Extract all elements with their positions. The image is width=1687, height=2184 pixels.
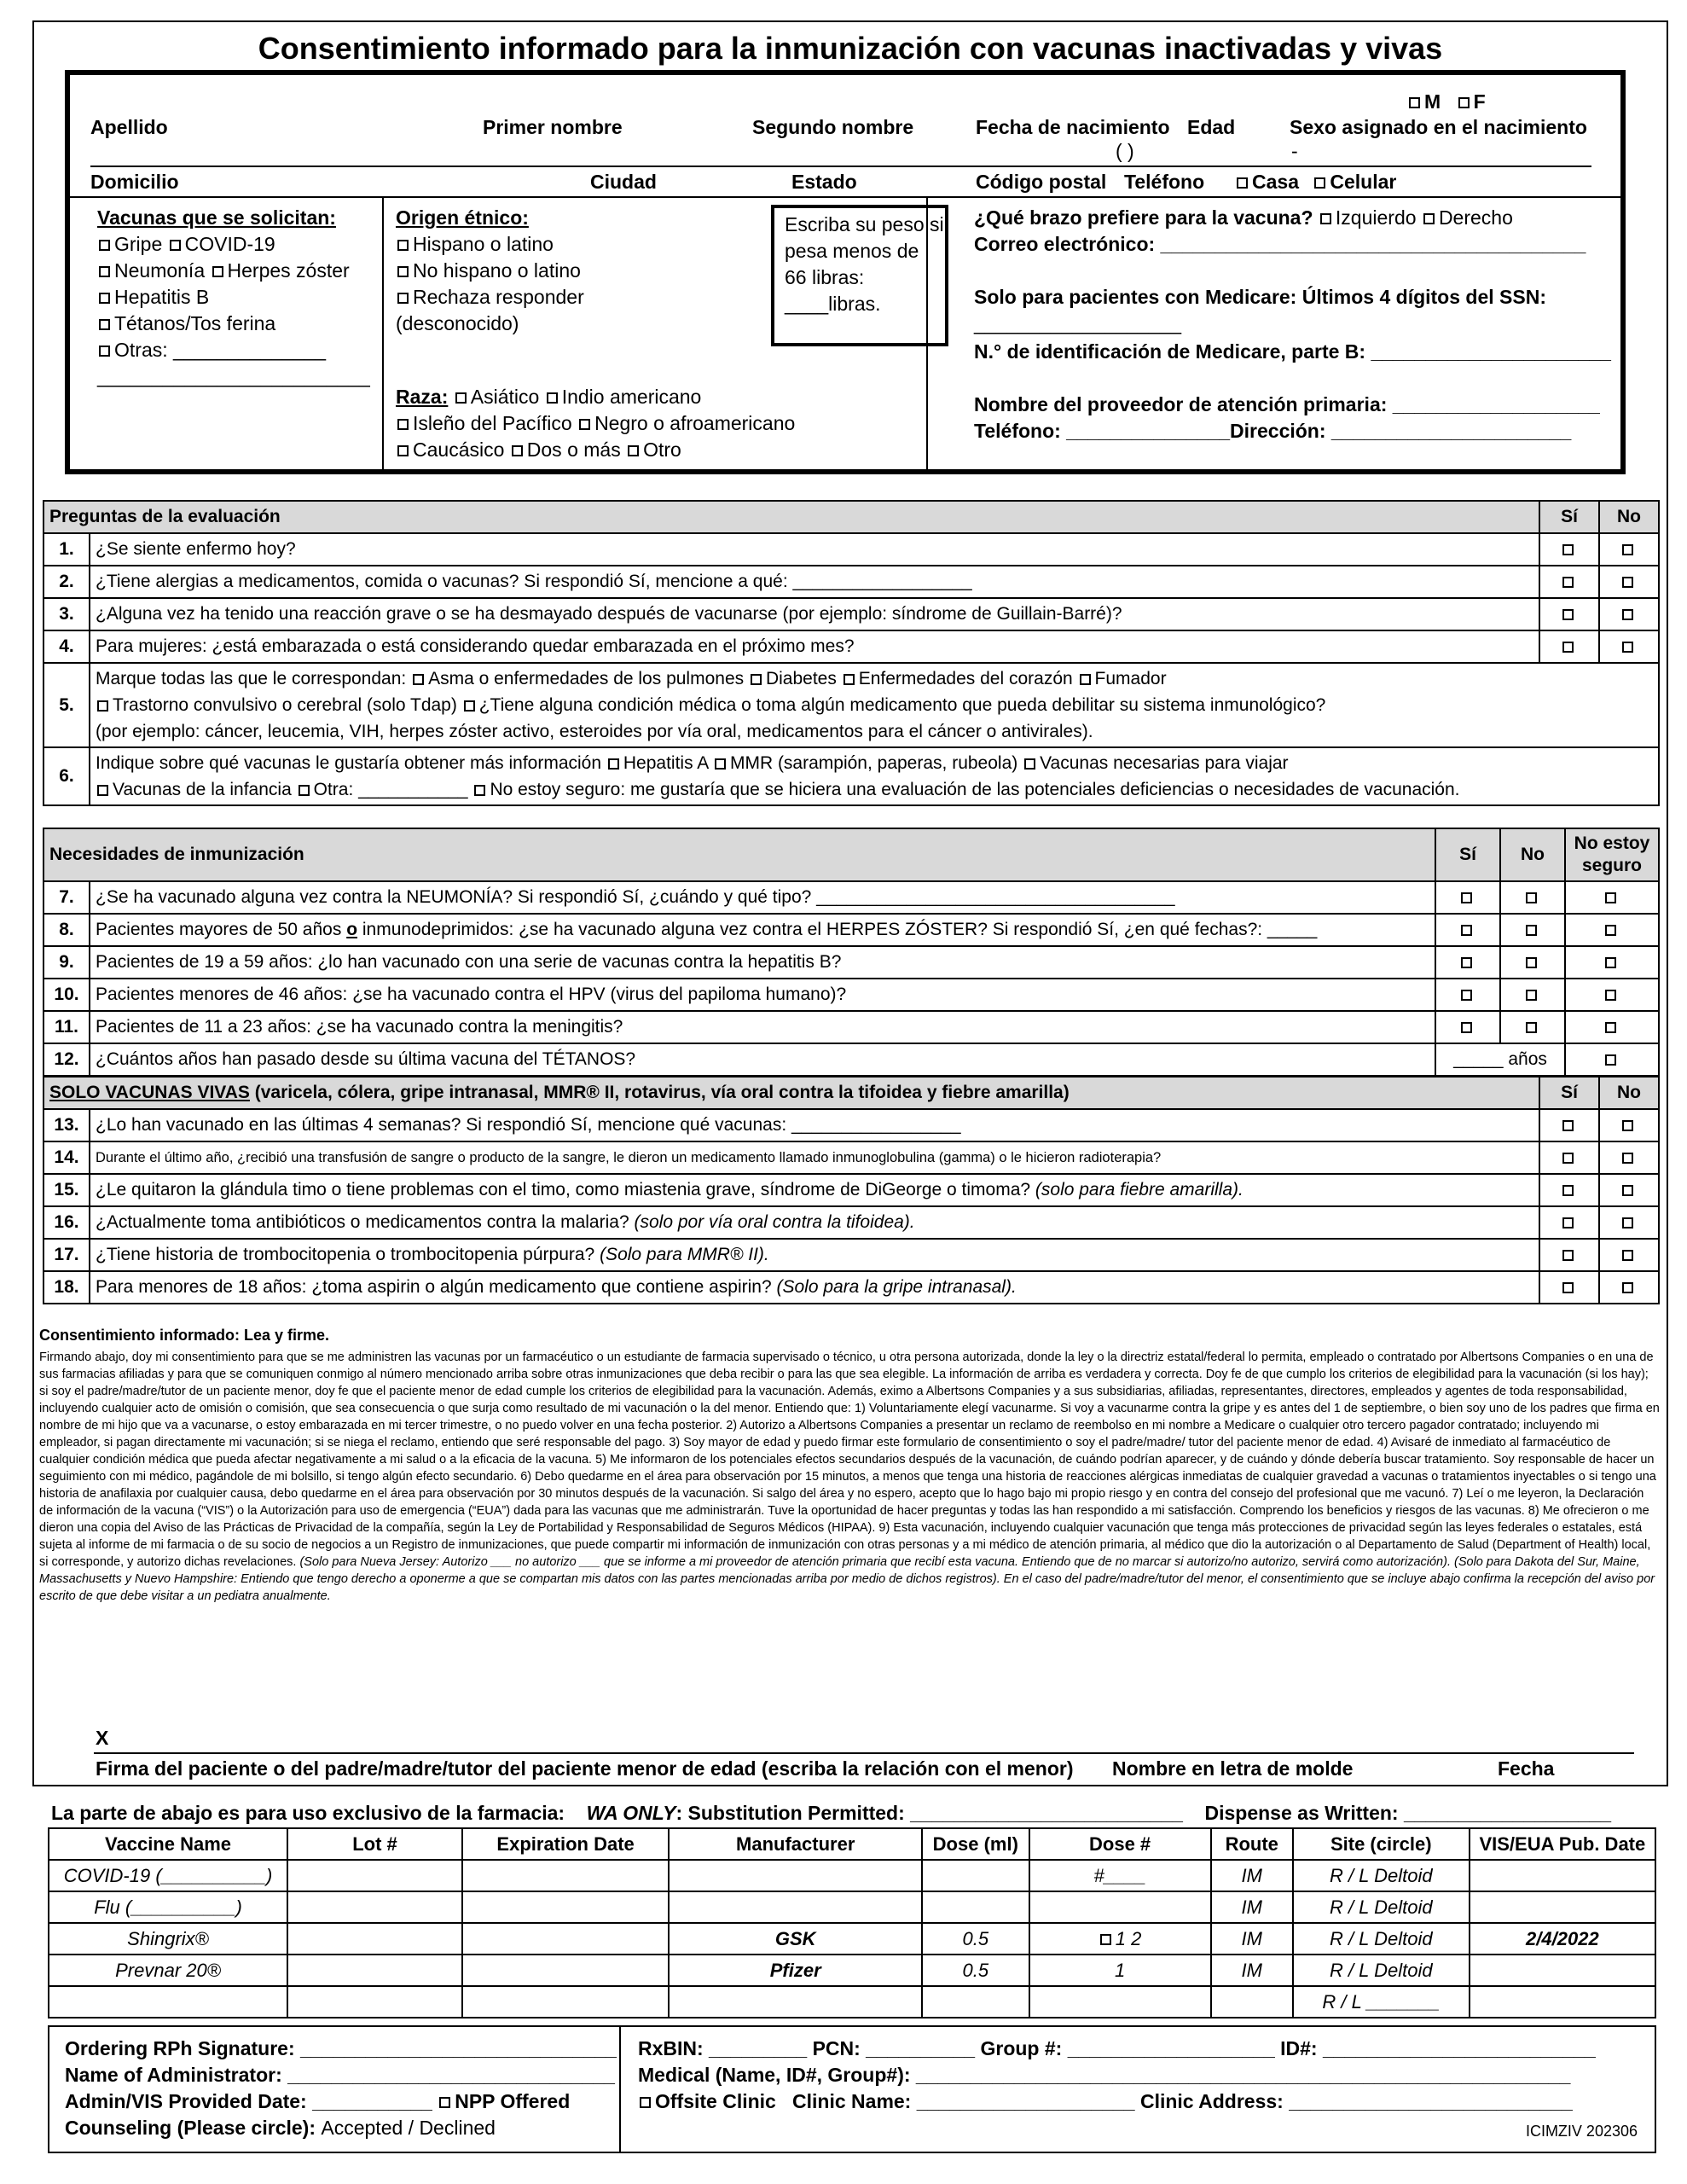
pharmacy-cell[interactable]: Flu (__________)	[49, 1891, 287, 1923]
pharmacy-cell[interactable]: Pfizer	[669, 1955, 922, 1986]
q18-no[interactable]	[1622, 1282, 1633, 1293]
npp-checkbox[interactable]	[439, 2097, 450, 2108]
asma-checkbox[interactable]	[413, 674, 424, 685]
neumonia-checkbox[interactable]	[99, 266, 110, 277]
convulsivo-checkbox[interactable]	[97, 700, 108, 712]
signature-label: Firma del paciente o del padre/madre/tutor del paciente menor de edad (escriba la relación con el menor)	[96, 1757, 1074, 1780]
label-fecha-nacimiento: Fecha de nacimiento	[976, 116, 1170, 138]
herpes-checkbox[interactable]	[212, 266, 223, 277]
gripe-checkbox[interactable]	[99, 240, 110, 251]
medical-field[interactable]: Medical (Name, ID#, Group#): ____________________________________________________________	[638, 2064, 1571, 2086]
q13-no[interactable]	[1622, 1120, 1633, 1131]
izquierdo-checkbox[interactable]	[1320, 213, 1331, 224]
q7-no[interactable]	[1526, 892, 1537, 903]
table-row: 1. ¿Se siente enfermo hoy?	[43, 533, 1659, 566]
pharmacy-footer: Ordering RPh Signature: _____________________________ Name of Administrator: ______________________________ Admin/VIS Provided Date: ___________ NPP Offered Counseling (Please circle): Accepted / Declined RxBIN: _________ PCN: __________ Group #: ___________________ ID#: _________________________ Medical (Name, ID#, Group#): ____________________________________________________________ Offsite Clinic Clinic Name: ____________________ Clinic Address: __________________________ ICIMZIV 202306	[48, 2025, 1656, 2153]
rph-signature-field[interactable]: Ordering RPh Signature: _____________________________	[65, 2037, 617, 2059]
viajar-checkbox[interactable]	[1024, 758, 1035, 770]
table-row: 7. ¿Se ha vacunado alguna vez contra la NEUMONÍA? Si respondió Sí, ¿cuándo y qué tipo? ____________________________________	[43, 881, 1659, 914]
q9-si[interactable]	[1461, 957, 1472, 968]
label-segundo-nombre: Segundo nombre	[752, 116, 914, 138]
column-header: Route	[1211, 1828, 1293, 1860]
infancia-checkbox[interactable]	[97, 785, 108, 796]
isleno-checkbox[interactable]	[397, 419, 409, 430]
provider-field[interactable]: Nombre del proveedor de atención primaria: ___________________	[974, 393, 1600, 415]
q15-si[interactable]	[1562, 1185, 1574, 1196]
pharmacy-cell[interactable]	[287, 1891, 462, 1923]
table-row: 18. Para menores de 18 años: ¿toma aspirin o algún medicamento que contiene aspirin? (Solo para la gripe intranasal).	[43, 1271, 1659, 1304]
q4-si[interactable]	[1562, 642, 1574, 653]
evaluation-table: Preguntas de la evaluación Sí No 1. ¿Se siente enfermo hoy? 2. ¿Tiene alergias a medicamentos, comida o vacunas? Si respondió Sí, mencione a qué: __________________ 3. ¿Alguna vez ha tenido una reacción grave o se ha desmayado después de vacunarse (por ejemplo: síndrome de Guillain-Barré)? 4. Para mujeres: ¿está embarazada o está considerando quedar embarazada en el próximo mes? 5. Marque todas las que le correspondan: Asma o enfermedades de los pulmones Diabetes Enfermedades del corazón Fumador Trastorno convulsivo o cerebral (solo Tdap) ¿Tiene alguna condición médica o toma algún medicamento que pueda debilitar su sistema inmunológico? (por ejemplo: cáncer, leucemia, VIH, herpes zóster activo, esteroides por vía oral, medicamentos para el cáncer o antivirales). 6. Indique sobre qué vacunas le gustaría obtener más información Hepatitis A MMR (sarampión, paperas, rubeola) Vacunas necesarias para viajar Vacunas de la infancia Otra: ___________ No estoy seguro: me gustaría que se hiciera una evaluación de las potenciales deficiencias o necesidades de vacunación.	[43, 500, 1660, 806]
pharmacy-cell[interactable]	[1470, 1891, 1655, 1923]
sex-m-checkbox[interactable]	[1409, 97, 1420, 108]
table-row: 12. ¿Cuántos años han pasado desde su última vacuna del TÉTANOS? _____ años	[43, 1043, 1659, 1076]
signature-x: X	[96, 1727, 109, 1749]
q13-si[interactable]	[1562, 1120, 1574, 1131]
pharmacy-cell[interactable]	[287, 1955, 462, 1986]
pharmacy-cell[interactable]: 0.5	[922, 1923, 1029, 1955]
q17-no[interactable]	[1622, 1250, 1633, 1261]
pharmacy-cell[interactable]: GSK	[669, 1923, 922, 1955]
sex-f-checkbox[interactable]	[1458, 97, 1470, 108]
noseguro-checkbox[interactable]	[474, 785, 485, 796]
pharmacy-cell[interactable]: IM	[1211, 1923, 1293, 1955]
pharmacy-cell[interactable]: R / L Deltoid	[1293, 1955, 1470, 1986]
label-telefono: Teléfono	[1124, 171, 1205, 193]
form-page	[32, 20, 1668, 1786]
hepb-checkbox[interactable]	[99, 293, 110, 304]
tetanos-checkbox[interactable]	[99, 319, 110, 330]
table-row	[49, 1955, 1655, 1986]
q8-no[interactable]	[1526, 925, 1537, 936]
insurance-field[interactable]: RxBIN: _________ PCN: __________ Group #: ___________________ ID#: _________________________	[638, 2037, 1596, 2059]
column-header: Lot #	[287, 1828, 462, 1860]
q10-noseguro[interactable]	[1605, 990, 1616, 1001]
sex-dash: -	[1291, 140, 1298, 162]
pharmacy-cell[interactable]	[462, 1923, 669, 1955]
hispano-checkbox[interactable]	[397, 240, 409, 251]
pharmacy-cell[interactable]	[287, 1860, 462, 1891]
peso-field[interactable]: ____libras.	[785, 293, 881, 315]
column-header: Site (circle)	[1293, 1828, 1470, 1860]
pharmacy-cell[interactable]	[1470, 1860, 1655, 1891]
q17-si[interactable]	[1562, 1250, 1574, 1261]
contact-section: ¿Qué brazo prefiere para la vacuna? Izquierdo Derecho Correo electrónico: _______________________________________ Solo para pacientes con Medicare: Últimos 4 dígitos del SSN: ___________________ N.° de identificación de Medicare, parte B: ______________________ Nombre del proveedor de atención primaria: ___________________ Teléfono: _______________Dirección: ______________________	[974, 205, 1611, 444]
q3-no[interactable]	[1622, 609, 1633, 620]
pharmacy-cell[interactable]	[1029, 1891, 1211, 1923]
pharmacy-cell[interactable]: IM	[1211, 1955, 1293, 1986]
pharmacy-cell[interactable]: R / L Deltoid	[1293, 1923, 1470, 1955]
pharmacy-cell[interactable]: R / L Deltoid	[1293, 1860, 1470, 1891]
consent-text: Firmando abajo, doy mi consentimiento para que se me administren las vacunas por un farmacéutico o un estudiante de farmacia supervisado o técnico, u otra persona autorizada, donde la ley o la directriz estatal/federal lo permita, empleado o contratado por Albertsons Companies o en una de sus farmacias afiliadas y para que se comuniquen conmigo al número mencionado arriba sobre otras inmunizaciones que deba recibir o para las que sea elegible. La información de arriba es verdadera y correcta. Doy fe de que cumplo los criterios de elegibilidad para la vacunación (si los hay); si soy el padre/madre/tutor de un paciente menor, doy fe que el paciente menor de edad cumple los criterios de elegibilidad para la vacunación. Además, eximo a Albertsons Companies y a sus subsidiarias, afiliadas, representantes, directores, empleados y agentes de toda responsabilidad, incluyendo cualquier acto de omisión o comisión, que sea consecuencia o que surja como resultado de mi vacunación o la del menor. Entiendo que: 1) Voluntariamente elegí vacunarme. Si voy a vacunarme contra la gripe y es antes del 1 de septiembre, o bien soy uno de los padres que firma en nombre de mi hijo que va a vacunarse, o estoy embarazada en mi tercer trimestre, o no puedo volver en una fecha posterior. 2) Autorizo a Albertsons Companies a presentar un reclamo de reembolso en mi nombre a Medicare o cualquier otro tercero pagador contratado; incluyendo mi empleador, si pagan directamente mi vacunación; si se niega el reclamo, entiendo que seré responsable del pago. 3) Soy mayor de edad y puedo firmar este formulario de consentimiento o soy el padre/madre/ tutor del paciente menor de edad. 4) Avisaré de inmediato al farmacéutico de cualquier condición médica que pueda afectar negativamente a mi salud o a la eficacia de la vacuna. 5) Me informaron de los potenciales efectos secundarios después de la vacunación, de cuándo podrían aparecer, y de cuándo y dónde debería buscar tratamiento. Soy responsable de hacer un seguimiento con mi médico, pagándole de mi bolsillo, si tengo algún efecto secundario. 6) Debo quedarme en el área para observación por 15 minutos, a menos que tenga una historia de reacciones alérgicas inmediatas de cualquier gravedad a vacunas o tratamientos inyectables o si tengo una historia de anafilaxia por cualquier causa, debo quedarme en el área para observación por 30 minutos después de la vacunación. Si salgo del área y no espero, acepto que lo hago bajo mi propio riesgo y en contra del consejo del profesional que me vacunó. 7) Leí o me leyeron, la Declaración de información de la vacuna (“VIS”) o la Autorización para uso de emergencia (“EUA”) dada para las vacunas que me administrarán. Tuve la oportunidad de hacer preguntas y todas las han respondido a mi satisfacción. Comprendo los beneficios y riesgos de las vacunas. 8) Me ofrecieron o me dieron una copia del Aviso de las Prácticas de Privacidad de la compañía, según la Ley de Portabilidad y Responsabilidad de Seguros Médicos (HIPAA). 9) Esta vacunación, incluyendo cualquier vacunación que tenga más protecciones de privacidad según las leyes federales o estatales, está sujeta al informe de mi farmacia o de su socio de negocios a un Registro de inmunizaciones, que puede compartir mi información de inmunización con otras personas y a mi médico de atención primaria, al médico que dio la autorización o al Departamento de Salud (Department of Health) local, si corresponde, y autorizo dichas revelaciones. (Solo para Nueva Jersey: Autorizo ___ no autorizo ___ que se informe a mi proveedor de atención primaria que recibí esta vacuna. Entiendo que de no marcar si autorizo/no autorizo, servirá como autorización). (Solo para Dakota del Sur, Maine, Massachusetts y Nuevo Hampshire: Entiendo que tengo derecho a oponerme a que se compartan mis datos con las partes mencionadas arriba por medio de dichos registros). En el caso del padre/madre/tutor del menor, el consentimiento que se incluye abajo confirma la recepción del aviso por escrito de que debe visitar a un pediatra anualmente.	[39, 1350, 1660, 1603]
pharmacy-table-header	[49, 1828, 1655, 1860]
asiatico-checkbox[interactable]	[455, 392, 467, 404]
pharmacy-cell[interactable]: IM	[1211, 1891, 1293, 1923]
dos-checkbox[interactable]	[512, 445, 523, 456]
table-row: 2. ¿Tiene alergias a medicamentos, comida o vacunas? Si respondió Sí, mencione a qué: __________________	[43, 566, 1659, 598]
otro-checkbox[interactable]	[628, 445, 639, 456]
q11-no[interactable]	[1526, 1022, 1537, 1033]
pharmacy-cell[interactable]	[922, 1986, 1029, 2018]
casa-checkbox[interactable]	[1237, 177, 1248, 189]
table-row: 13. ¿Lo han vacunado en las últimas 4 semanas? Si respondió Sí, mencione qué vacunas: _________________	[43, 1109, 1659, 1141]
provider-contact-field[interactable]: Teléfono: _______________Dirección: ______________________	[974, 420, 1572, 442]
pharmacy-cell[interactable]: 1	[1029, 1955, 1211, 1986]
form-title: Consentimiento informado para la inmunización con vacunas inactivadas y vivas	[258, 31, 1443, 66]
negro-checkbox[interactable]	[579, 419, 590, 430]
q11-si[interactable]	[1461, 1022, 1472, 1033]
table-row: 9. Pacientes de 19 a 59 años: ¿lo han vacunado con una serie de vacunas contra la hepatitis B?	[43, 946, 1659, 979]
pharmacy-table	[48, 1827, 1656, 2018]
pharmacy-cell[interactable]	[1470, 1955, 1655, 1986]
q16-si[interactable]	[1562, 1217, 1574, 1228]
consent-title: Consentimiento informado: Lea y firme.	[39, 1327, 330, 1344]
email-field[interactable]: Correo electrónico: _______________________________________	[974, 233, 1586, 255]
counseling-options[interactable]: Accepted / Declined	[321, 2117, 496, 2139]
pharmacy-cell[interactable]	[1211, 1986, 1293, 2018]
ssn-field[interactable]: ___________________	[974, 312, 1182, 334]
column-header: VIS/EUA Pub. Date	[1470, 1828, 1655, 1860]
table-row: 8. Pacientes mayores de 50 años o inmunodeprimidos: ¿se ha vacunado alguna vez contra el HERPES ZÓSTER? Si respondió Sí, ¿en qué fechas?: _____	[43, 914, 1659, 946]
immunization-needs-table: Necesidades de inmunización Sí No No estoy seguro 7. ¿Se ha vacunado alguna vez contra la NEUMONÍA? Si respondió Sí, ¿cuándo y qué tipo? ____________________________________ 8. Pacientes mayores de 50 años o inmunodeprimidos: ¿se ha vacunado alguna vez contra el HERPES ZÓSTER? Si respondió Sí, ¿en qué fechas?: _____ 9. Pacientes de 19 a 59 años: ¿lo han vacunado con una serie de vacunas contra la hepatitis B? 10. Pacientes menores de 46 años: ¿se ha vacunado contra el HPV (virus del papiloma humano)? 11. Pacientes de 11 a 23 años: ¿se ha vacunado contra la meningitis? 12. ¿Cuántos años han pasado desde su última vacuna del TÉTANOS? _____ años	[43, 828, 1660, 1077]
live-vaccines-table: SOLO VACUNAS VIVAS (varicela, cólera, gripe intranasal, MMR® II, rotavirus, vía oral contra la tifoidea y fiebre amarilla) Sí No 13. ¿Lo han vacunado en las últimas 4 semanas? Si respondió Sí, mencione qué vacunas: _________________ 14. Durante el último año, ¿recibió una transfusión de sangre o producto de la sangre, le dieron un medicamento llamado inmunoglobulina (gamma) o le hicieron radioterapia? 15. ¿Le quitaron la glándula timo o tiene problemas con el timo, como miastenia grave, síndrome de DiGeorge o timoma? (solo para fiebre amarilla). 16. ¿Actualmente toma antibióticos o medicamentos contra la malaria? (solo por vía oral contra la tifoidea). 17. ¿Tiene historia de trombocitopenia o trombocitopenia púrpura? (Solo para MMR® II). 18. Para menores de 18 años: ¿toma aspirin o algún medicamento que contiene aspirin? (Solo para la gripe intranasal).	[43, 1076, 1660, 1304]
table-row: 10. Pacientes menores de 46 años: ¿se ha vacunado contra el HPV (virus del papiloma humano)?	[43, 979, 1659, 1011]
medicare-id-field[interactable]: N.° de identificación de Medicare, parte B: ______________________	[974, 340, 1611, 363]
otra-checkbox[interactable]	[299, 785, 310, 796]
table-row: 17. ¿Tiene historia de trombocitopenia o trombocitopenia púrpura? (Solo para MMR® II).	[43, 1239, 1659, 1271]
q2-si[interactable]	[1562, 577, 1574, 588]
table-row: 6. Indique sobre qué vacunas le gustaría obtener más información Hepatitis A MMR (sarampión, paperas, rubeola) Vacunas necesarias para viajar Vacunas de la infancia Otra: ___________ No estoy seguro: me gustaría que se hiciera una evaluación de las potenciales deficiencias o necesidades de vacunación.	[43, 747, 1659, 805]
diabetes-checkbox[interactable]	[751, 674, 762, 685]
otras-checkbox[interactable]	[99, 346, 110, 357]
pharmacy-cell[interactable]: COVID-19 (__________)	[49, 1860, 287, 1891]
pharmacy-header: La parte de abajo es para uso exclusivo de la farmacia: WA ONLY: Substitution Permitted: _________________________ Dispense as Written: ___________________	[51, 1802, 1612, 1824]
pharmacy-cell[interactable]	[1470, 1986, 1655, 2018]
pharmacy-cell[interactable]	[462, 1860, 669, 1891]
q16-no[interactable]	[1622, 1217, 1633, 1228]
raza-section: Raza: Asiático Indio americano Isleño del Pacífico Negro o afroamericano Caucásico Dos o más Otro	[396, 386, 796, 461]
q3-si[interactable]	[1562, 609, 1574, 620]
column-header: Dose #	[1029, 1828, 1211, 1860]
table-row: 4. Para mujeres: ¿está embarazada o está considerando quedar embarazada en el próximo mes?	[43, 630, 1659, 663]
pharmacy-cell[interactable]: 2/4/2022	[1470, 1923, 1655, 1955]
q18-si[interactable]	[1562, 1282, 1574, 1293]
q8-noseguro[interactable]	[1605, 925, 1616, 936]
pharmacy-cell[interactable]: Shingrix®	[49, 1923, 287, 1955]
phone-type: Casa Celular	[1235, 171, 1396, 194]
label-codigo-postal: Código postal	[976, 171, 1107, 193]
label-ciudad: Ciudad	[590, 171, 657, 193]
table-row	[49, 1891, 1655, 1923]
pharmacy-cell[interactable]	[669, 1860, 922, 1891]
pharmacy-cell[interactable]: #____	[1029, 1860, 1211, 1891]
label-apellido: Apellido	[90, 116, 168, 138]
pharmacy-cell[interactable]	[669, 1891, 922, 1923]
table-row	[49, 1986, 1655, 2018]
pharmacy-cell[interactable]	[922, 1891, 1029, 1923]
table-row: 15. ¿Le quitaron la glándula timo o tiene problemas con el timo, como miastenia grave, síndrome de DiGeorge o timoma? (solo para fiebre amarilla).	[43, 1174, 1659, 1206]
vacunas-section: Vacunas que se solicitan: Gripe COVID-19 Neumonía Herpes zóster Hepatitis B Tétanos/Tos ferina Otras: ______________ _________________________	[97, 206, 370, 387]
age-parens: ( )	[1116, 140, 1134, 162]
form-code: ICIMZIV 202306	[1525, 2123, 1638, 2140]
q9-no[interactable]	[1526, 957, 1537, 968]
table-row: 16. ¿Actualmente toma antibióticos o medicamentos contra la malaria? (solo por vía oral contra la tifoidea).	[43, 1206, 1659, 1239]
column-header: Manufacturer	[669, 1828, 922, 1860]
row-line	[90, 166, 1591, 167]
q9-noseguro[interactable]	[1605, 957, 1616, 968]
q12-noseguro[interactable]	[1605, 1054, 1616, 1066]
sex-options: M F	[1407, 90, 1486, 113]
q8-si[interactable]	[1461, 925, 1472, 936]
table-row	[49, 1923, 1655, 1955]
date-label: Fecha	[1498, 1757, 1555, 1780]
mmr-checkbox[interactable]	[715, 758, 726, 770]
pharmacy-cell[interactable]	[462, 1955, 669, 1986]
column-header: Dose (ml)	[922, 1828, 1029, 1860]
hepa-checkbox[interactable]	[608, 758, 619, 770]
rechaza-checkbox[interactable]	[397, 293, 409, 304]
inmuno-checkbox[interactable]	[464, 700, 475, 712]
q12-years-field[interactable]: _____ años	[1435, 1043, 1565, 1076]
celular-checkbox[interactable]	[1314, 177, 1325, 189]
q7-noseguro[interactable]	[1605, 892, 1616, 903]
pharmacy-cell[interactable]	[462, 1986, 669, 2018]
no-hispano-checkbox[interactable]	[397, 266, 409, 277]
column-header: Vaccine Name	[49, 1828, 287, 1860]
section-line	[70, 196, 1620, 198]
administrator-field[interactable]: Name of Administrator: ______________________________	[65, 2064, 615, 2086]
print-name-label: Nombre en letra de molde	[1112, 1757, 1354, 1780]
pharmacy-cell[interactable]	[922, 1860, 1029, 1891]
q15-no[interactable]	[1622, 1185, 1633, 1196]
clinic-field[interactable]: Clinic Name: ____________________ Clinic Address: __________________________	[792, 2090, 1573, 2112]
patient-info-box	[65, 70, 1626, 474]
q10-si[interactable]	[1461, 990, 1472, 1001]
table-row: 3. ¿Alguna vez ha tenido una reacción grave o se ha desmayado después de vacunarse (por ejemplo: síndrome de Guillain-Barré)?	[43, 598, 1659, 630]
indio-checkbox[interactable]	[547, 392, 558, 404]
derecho-checkbox[interactable]	[1423, 213, 1435, 224]
eval-header: Preguntas de la evaluación	[43, 501, 1539, 533]
q10-no[interactable]	[1526, 990, 1537, 1001]
offsite-checkbox[interactable]	[640, 2097, 651, 2108]
label-edad: Edad	[1187, 116, 1236, 138]
signature-line[interactable]	[94, 1752, 1634, 1754]
pharmacy-cell[interactable]	[287, 1986, 462, 2018]
fumador-checkbox[interactable]	[1080, 674, 1091, 685]
pharmacy-cell[interactable]	[669, 1986, 922, 2018]
pharmacy-cell[interactable]: R / L Deltoid	[1293, 1891, 1470, 1923]
table-row: 14. Durante el último año, ¿recibió una transfusión de sangre o producto de la sangre, le dieron un medicamento llamado inmunoglobulina (gamma) o le hicieron radioterapia?	[43, 1141, 1659, 1174]
label-estado: Estado	[791, 171, 857, 193]
column-header: Expiration Date	[462, 1828, 669, 1860]
label-domicilio: Domicilio	[90, 171, 179, 193]
caucasico-checkbox[interactable]	[397, 445, 409, 456]
q7-si[interactable]	[1461, 892, 1472, 903]
pharmacy-cell[interactable]: 0.5	[922, 1955, 1029, 1986]
q11-noseguro[interactable]	[1605, 1022, 1616, 1033]
origen-section: Origen étnico: Hispano o latino No hispano o latino Rechaza responder (desconocido)	[396, 206, 584, 334]
q1-si[interactable]	[1562, 544, 1574, 555]
q14-si[interactable]	[1562, 1153, 1574, 1164]
q4-no[interactable]	[1622, 642, 1633, 653]
q14-no[interactable]	[1622, 1153, 1633, 1164]
label-sexo: Sexo asignado en el nacimiento	[1290, 116, 1587, 138]
pharmacy-cell[interactable]	[49, 1986, 287, 2018]
pharmacy-cell[interactable]	[287, 1923, 462, 1955]
pharmacy-cell[interactable]	[1029, 1986, 1211, 2018]
pharmacy-cell[interactable]: 1 2	[1029, 1923, 1211, 1955]
divider	[382, 196, 384, 469]
table-row	[49, 1860, 1655, 1891]
pharmacy-cell[interactable]: Prevnar 20®	[49, 1955, 287, 1986]
table-row: 5. Marque todas las que le correspondan: Asma o enfermedades de los pulmones Diabetes Enfermedades del corazón Fumador Trastorno convulsivo o cerebral (solo Tdap) ¿Tiene alguna condición médica o toma algún medicamento que pueda debilitar su sistema inmunológico? (por ejemplo: cáncer, leucemia, VIH, herpes zóster activo, esteroides por vía oral, medicamentos para el cáncer o antivirales).	[43, 663, 1659, 747]
covid-checkbox[interactable]	[170, 240, 181, 251]
vis-date-field[interactable]: Admin/VIS Provided Date: ___________	[65, 2090, 432, 2112]
dose-checkbox[interactable]	[1100, 1934, 1111, 1945]
pharmacy-cell[interactable]	[462, 1891, 669, 1923]
pharmacy-cell[interactable]: R / L _______	[1293, 1986, 1470, 2018]
corazon-checkbox[interactable]	[844, 674, 855, 685]
pharmacy-cell[interactable]: IM	[1211, 1860, 1293, 1891]
table-row: 11. Pacientes de 11 a 23 años: ¿se ha vacunado contra la meningitis?	[43, 1011, 1659, 1043]
q1-no[interactable]	[1622, 544, 1633, 555]
label-primer-nombre: Primer nombre	[483, 116, 623, 138]
q2-no[interactable]	[1622, 577, 1633, 588]
peso-box: Escriba su peso si pesa menos de 66 libras: ____libras.	[771, 205, 948, 346]
